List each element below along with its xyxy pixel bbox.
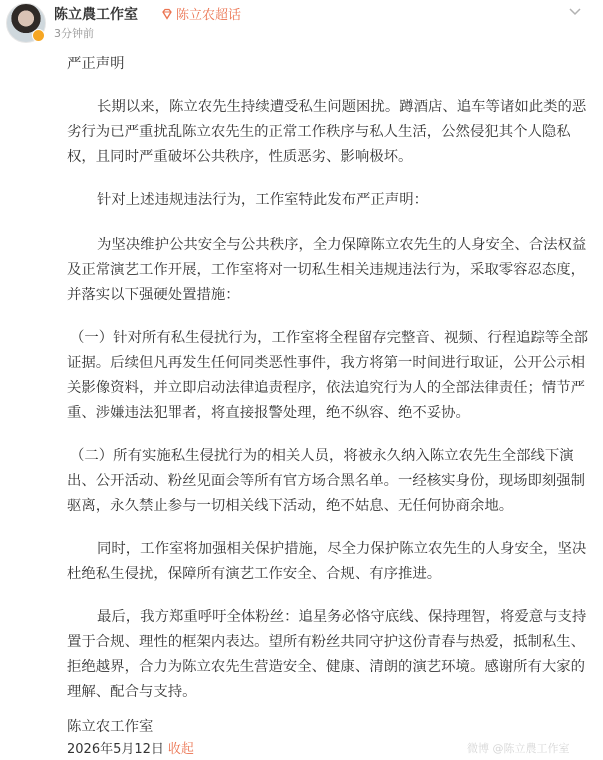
statement-date-row [67, 738, 194, 757]
paragraph-line: 杜绝私生侵扰，保障所有演艺工作安全、合规、有序推进。 [67, 566, 442, 582]
verified-badge-icon [32, 29, 45, 42]
paragraph-line: 劣行为已严重扰乱陈立农先生的正常工作秩序与私人生活，公然侵犯其个人隐私 [67, 124, 571, 140]
paragraph-line: 置于合规、理性的框架内表达。望所有粉丝共同守护这份青春与热爱，抵制私生、 [67, 634, 586, 650]
paragraph-line: 重、涉嫌违法犯罪者，将直接报警处理，绝不纵容、绝不妥协。 [67, 405, 470, 421]
paragraph-line: 最后，我方郑重呼吁全体粉丝：追星务必恪守底线、保持理智，将爱意与支持 [97, 609, 587, 625]
supertopic-label: 陈立农超话 [176, 8, 242, 23]
paragraph-line: 并落实以下强硬处置措施： [67, 287, 240, 303]
signature: 陈立农工作室 [67, 719, 154, 735]
paragraph-line: 为坚决维护公共安全与公共秩序，全力保障陈立农先生的人身安全、合法权益 [97, 237, 587, 253]
paragraph-line: 理解、配合与支持。 [67, 684, 197, 700]
paragraph-line: 关影像资料，并立即启动法律追责程序，依法追究行为人的全部法律责任；情节严 [67, 380, 586, 396]
paragraph-line: 驱离，永久禁止参与一切相关线下活动，绝不姑息、无任何协商余地。 [67, 498, 514, 514]
post-header [0, 0, 603, 44]
paragraph-line: 同时，工作室将加强相关保护措施，尽全力保护陈立农先生的人身安全，坚决 [97, 541, 587, 557]
supertopic-link[interactable] [161, 4, 241, 23]
collapse-link[interactable]: 收起 [167, 742, 194, 757]
paragraph-line: 拒绝越界，合力为陈立农先生营造安全、健康、清朗的演艺环境。感谢所有大家的 [67, 659, 586, 675]
weibo-watermark: 微博 @陈立農工作室 [467, 742, 570, 755]
paragraph-line: 及正常演艺工作开展，工作室将对一切私生相关违规违法行为，采取零容忍态度， [67, 262, 586, 278]
supertopic-diamond-icon [161, 8, 173, 20]
author-name[interactable]: 陈立農工作室 [54, 7, 138, 23]
paragraph-line: 出、公开活动、粉丝见面会等所有官方场合黑名单。一经核实身份，现场即刻强制 [67, 473, 586, 489]
post-time: 3分钟前 [54, 27, 94, 40]
paragraph-line: 证据。后续但凡再发生任何同类恶性事件，我方将第一时间进行取证，公开公示相 [67, 355, 586, 371]
paragraph-line: 长期以来，陈立农先生持续遭受私生问题困扰。蹲酒店、追车等诸如此类的恶 [97, 99, 587, 115]
statement-date: 2026年5月12日 [67, 742, 164, 757]
paragraph-line: （二）所有实施私生侵扰行为的相关人员，将被永久纳入陈立农先生全部线下演 [70, 448, 574, 464]
paragraph-line: 针对上述违规违法行为，工作室特此发布严正声明： [97, 192, 428, 208]
chevron-down-icon[interactable] [567, 6, 583, 18]
paragraph-line: 权，且同时严重破坏公共秩序，性质恶劣、影响极坏。 [67, 149, 413, 165]
statement-title: 严正声明 [67, 56, 125, 72]
paragraph-line: （一）针对所有私生侵扰行为，工作室将全程留存完整音、视频、行程追踪等全部 [70, 330, 589, 346]
